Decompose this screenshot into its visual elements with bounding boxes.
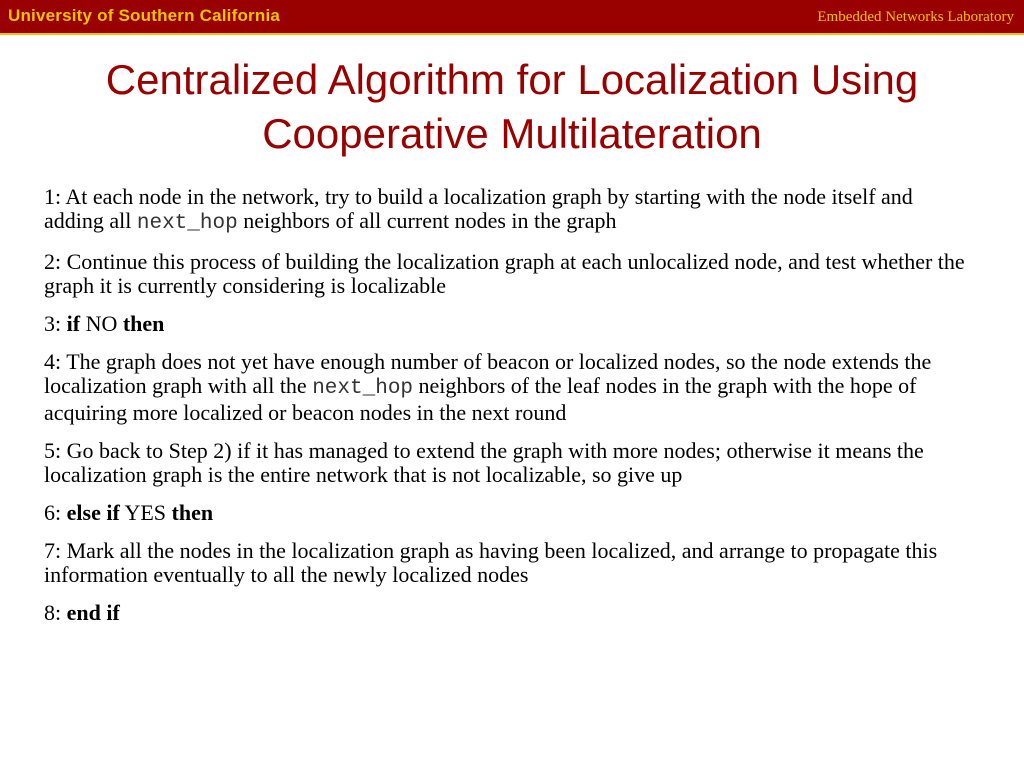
step-4-code: next_hop xyxy=(312,377,414,400)
step-6-keyword-then: then xyxy=(171,500,214,525)
step-3-keyword-then: then xyxy=(122,311,165,336)
algorithm-steps xyxy=(44,185,974,639)
step-8-number: 8: xyxy=(44,600,67,625)
step-6 xyxy=(44,501,974,525)
step-7 xyxy=(44,539,974,587)
header-bar xyxy=(0,0,1024,35)
step-2-text: 2: Continue this process of building the localization graph at each unlocalized node, and test whether the graph it is currently considering is localizable xyxy=(44,249,965,298)
step-2 xyxy=(44,250,974,298)
slide-title xyxy=(0,53,1024,161)
step-1-prefix: 1: At each node in the network, try to build a localization graph by starting with the node itself and adding all xyxy=(44,184,913,233)
step-4-suffix: neighbors of the leaf nodes in the graph with the hope of acquiring more localized or beacon nodes in the next round xyxy=(44,373,917,425)
step-6-condition: YES xyxy=(119,500,172,525)
step-6-number: 6: xyxy=(44,500,67,525)
step-6-keyword-else-if: else if xyxy=(66,500,120,525)
step-4-prefix: 4: The graph does not yet have enough number of beacon or localized nodes, so the node extends the localization graph with all the xyxy=(44,349,932,398)
lab-name: Embedded Networks Laboratory xyxy=(817,9,1014,25)
slide-title-line-1: Centralized Algorithm for Localization Using xyxy=(105,56,919,103)
university-name: University of Southern California xyxy=(8,6,281,25)
step-3-condition: NO xyxy=(80,311,123,336)
step-5 xyxy=(44,439,974,487)
step-8-keyword-end-if: end if xyxy=(66,600,120,625)
step-8 xyxy=(44,601,974,625)
step-3 xyxy=(44,312,974,336)
step-1-suffix: neighbors of all current nodes in the graph xyxy=(237,208,617,233)
step-5-text: 5: Go back to Step 2) if it has managed to extend the graph with more nodes; otherwise it means the localization graph is the entire network that is not localizable, so give up xyxy=(44,438,924,487)
step-3-keyword-if: if xyxy=(66,311,81,336)
step-7-text: 7: Mark all the nodes in the localization graph as having been localized, and arrange to propagate this information eventually to all the newly localized nodes xyxy=(44,538,938,587)
step-4 xyxy=(44,350,974,425)
step-1-code: next_hop xyxy=(136,212,238,235)
slide-title-line-2: Cooperative Multilateration xyxy=(262,110,762,157)
step-3-number: 3: xyxy=(44,311,67,336)
step-1 xyxy=(44,185,974,236)
